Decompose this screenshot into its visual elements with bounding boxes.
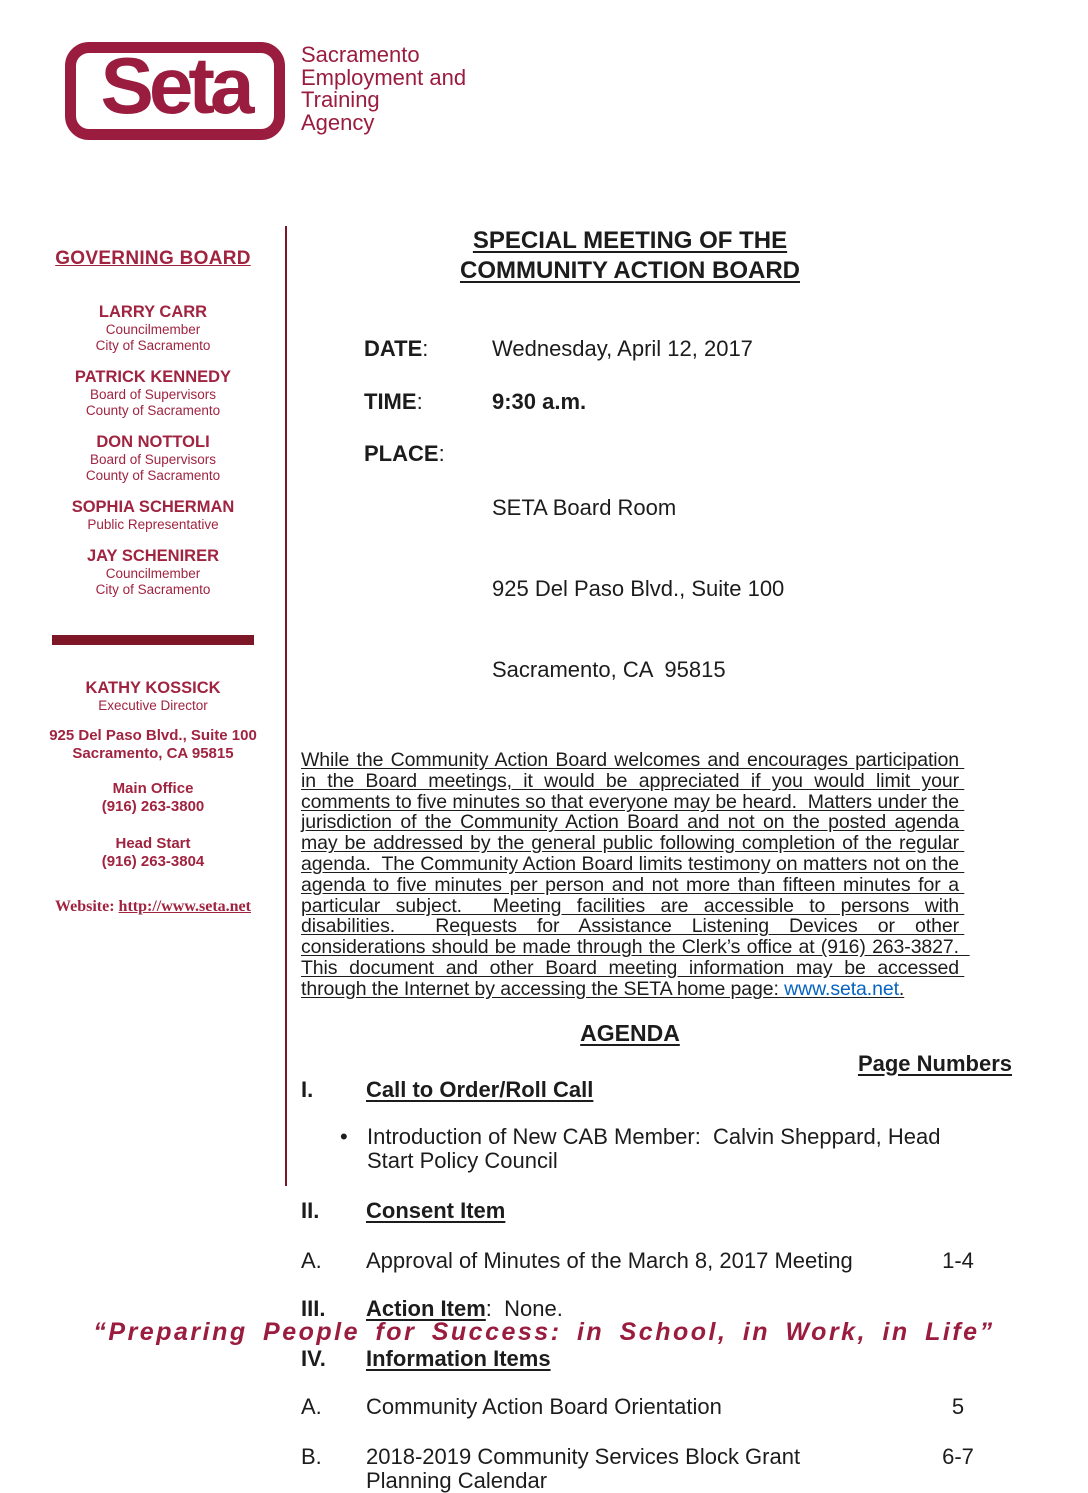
governing-board-heading: GOVERNING BOARD	[55, 248, 251, 269]
agenda-heading: AGENDA	[580, 1019, 680, 1046]
agenda-item-page: 1-4	[942, 1247, 974, 1273]
agency-name-line: Employment and	[301, 64, 467, 90]
time-label: TIME:	[364, 389, 423, 414]
agenda-bullet-item	[301, 1125, 1014, 1173]
agenda-item-suffix: : None.	[485, 1295, 563, 1321]
place-line: 925 Del Paso Blvd., Suite 100	[492, 576, 785, 601]
member-org: County of Sacramento	[85, 403, 221, 418]
agenda-item-title: Consent Item	[366, 1197, 506, 1223]
website-link[interactable]: http://www.seta.net	[118, 898, 251, 915]
agenda-item-letter: A.	[301, 1393, 322, 1419]
agency-address	[42, 727, 264, 763]
agency-name-line: Sacramento	[301, 42, 420, 67]
contact-main-office	[42, 780, 264, 815]
agenda-heading-row	[301, 1019, 959, 1048]
agenda-item-numeral: IV.	[301, 1345, 326, 1371]
contact-phone: (916) 263-3800	[101, 797, 205, 815]
public-notice-text: While the Community Action Board welcomes and encourages participation in the Board meetings, it would be appreciated if you would limit your comments to five minutes so that everyone may be heard. Matters under the jurisdiction of the Community Action Board and not on the posted agenda may be addressed by the general public following completion of the regular agenda. The Community Action Board limits testimony on matters not on the agenda to five minutes per person and not more than fifteen minutes for a particular subject. Meeting facilities are accessible to persons with disabilities. Requests for Assistance Listening Devices or other considerations should be made through the Clerk’s office at (916) 263-3827. This document and other Board meeting information may be accessed through the Internet by accessing the SETA home page:	[301, 749, 970, 1000]
meeting-title-line1: SPECIAL MEETING OF THE	[472, 227, 788, 254]
contact-label: Main Office	[112, 780, 194, 797]
agenda-item-letter: A.	[301, 1247, 322, 1273]
time-value: 9:30 a.m.	[492, 389, 587, 414]
member-role: Councilmember	[105, 566, 201, 581]
member-name: LARRY CARR	[98, 303, 208, 321]
address-line: Sacramento, CA 95815	[72, 745, 234, 762]
member-role: Board of Supervisors	[89, 387, 217, 402]
agenda-item-consent	[301, 1199, 1014, 1223]
agenda-item-title-wrap	[366, 1297, 563, 1321]
sidebar-divider	[52, 635, 254, 645]
member-org: City of Sacramento	[95, 582, 211, 597]
place-line: SETA Board Room	[492, 495, 677, 520]
executive-director-name: KATHY KOSSICK	[85, 679, 221, 697]
board-member	[42, 546, 264, 598]
date-label: DATE:	[364, 336, 429, 361]
contact-phone: (916) 263-3804	[101, 852, 205, 870]
executive-director-title: Executive Director	[98, 698, 208, 713]
member-name: DON NOTTOLI	[96, 433, 210, 451]
seta-logo	[65, 42, 285, 140]
agenda-bullet-text: Introduction of New CAB Member: Calvin Sheppard, Head Start Policy Council	[367, 1123, 947, 1173]
bullet-icon: •	[340, 1123, 348, 1149]
contact-label: Head Start	[115, 835, 191, 852]
member-role: Councilmember	[105, 322, 201, 337]
agenda-item-numeral: II.	[301, 1197, 320, 1223]
place-label: PLACE:	[364, 441, 445, 466]
meeting-time-row	[301, 388, 1014, 415]
member-org: County of Sacramento	[85, 468, 221, 483]
sidebar	[42, 247, 264, 916]
agenda-item-csbg	[301, 1445, 1014, 1493]
seta-homepage-link[interactable]: www.seta.net	[784, 977, 899, 1000]
agenda-item-action	[301, 1297, 1014, 1321]
agenda-item-numeral: I.	[301, 1076, 314, 1102]
agenda-item-letter: B.	[301, 1443, 322, 1469]
agenda-item-minutes	[301, 1249, 1014, 1273]
place-value	[492, 440, 784, 737]
agenda-item-text: 2018-2019 Community Services Block Grant Planning Calendar	[366, 1443, 807, 1493]
seta-logo-text: Seta	[100, 41, 250, 130]
agency-name	[301, 44, 466, 134]
member-name: JAY SCHENIRER	[86, 547, 220, 565]
address-line: 925 Del Paso Blvd., Suite 100	[49, 727, 257, 744]
agency-name-line: Agency	[301, 109, 375, 135]
member-role: Public Representative	[87, 517, 219, 532]
board-member	[42, 432, 264, 484]
board-member	[42, 497, 264, 533]
meeting-title	[301, 226, 959, 286]
agenda-item-text: Community Action Board Orientation	[366, 1393, 722, 1419]
member-org: City of Sacramento	[95, 338, 211, 353]
agenda-item-page: 6-7	[942, 1443, 974, 1469]
agenda-item-text: Approval of Minutes of the March 8, 2017 Meeting	[366, 1247, 853, 1273]
member-name: SOPHIA SCHERMAN	[71, 498, 235, 516]
member-role: Board of Supervisors	[89, 452, 217, 467]
public-notice-period: .	[898, 977, 905, 1000]
executive-director	[42, 678, 264, 714]
website-label: Website:	[55, 898, 119, 915]
meeting-date-row	[301, 335, 1014, 362]
agency-name-line: Training	[301, 87, 380, 112]
meeting-title-line2: COMMUNITY ACTION BOARD	[460, 257, 800, 284]
board-member	[42, 367, 264, 419]
footer-quote: “Preparing People for Success: in School, in Work, in Life”	[93, 1318, 995, 1346]
agenda-item-title: Information Items	[366, 1345, 551, 1371]
date-value: Wednesday, April 12, 2017	[492, 336, 753, 361]
agenda-item-title: Action Item	[366, 1295, 486, 1321]
page-numbers-heading-row	[301, 1050, 1014, 1077]
agenda-item-information	[301, 1347, 1014, 1371]
public-notice	[301, 749, 970, 1000]
website-line	[42, 898, 264, 916]
meeting-place-row	[301, 440, 1014, 737]
agenda-item-title: Call to Order/Roll Call	[366, 1076, 594, 1102]
agenda-item-page: 5	[951, 1393, 965, 1419]
page-numbers-heading: Page Numbers	[857, 1050, 1012, 1076]
agenda-item-orientation	[301, 1395, 1014, 1419]
vertical-divider	[285, 226, 287, 1186]
contact-head-start	[42, 835, 264, 870]
agenda-item-call-to-order	[301, 1078, 1014, 1102]
agenda-item-numeral: III.	[301, 1295, 326, 1321]
member-name: PATRICK KENNEDY	[74, 368, 232, 386]
board-member	[42, 302, 264, 354]
main-content	[301, 226, 1014, 1493]
place-line: Sacramento, CA 95815	[492, 657, 726, 682]
